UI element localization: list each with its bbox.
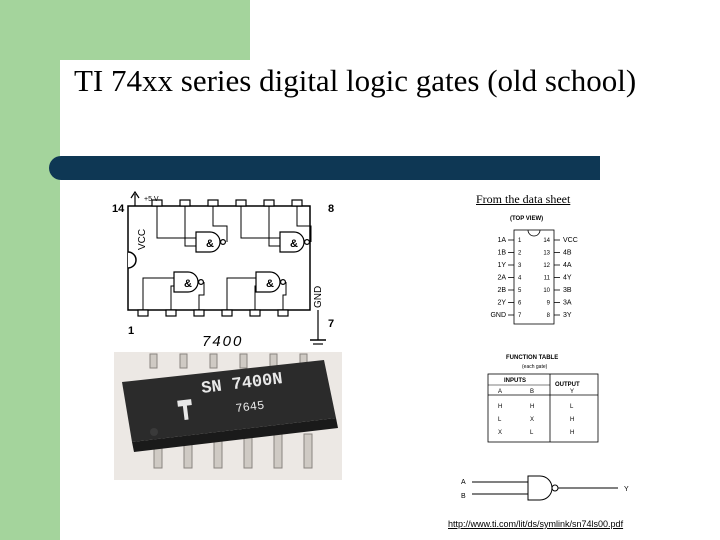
pin-14-label: 14 [112, 203, 125, 215]
left-accent-band [0, 0, 60, 540]
title-rule-bar [49, 156, 600, 180]
pinout-left-name: 2A [497, 274, 506, 282]
function-table-title: FUNCTION TABLE [506, 355, 559, 361]
pinout-right-pin: 8 [546, 313, 550, 319]
table-cell: H [530, 404, 535, 410]
chip-marking: SN 7400N [200, 370, 284, 399]
pinout-right-pin: 14 [543, 238, 550, 244]
pin-1-label: 1 [128, 325, 135, 337]
table-cell: L [530, 430, 534, 436]
pinout-left-pin: 5 [518, 288, 522, 294]
function-table [484, 350, 604, 450]
schematic-7400 [110, 190, 350, 355]
gate-symbol-3: & [184, 278, 192, 290]
pinout-left-pin: 6 [518, 300, 522, 307]
table-cell: L [570, 404, 574, 410]
gnd-label: GND [313, 285, 324, 308]
table-cell: L [498, 417, 502, 423]
table-cell: H [570, 417, 575, 423]
pinout-right-name: 3B [563, 287, 572, 294]
pinout-right-pin: 13 [543, 250, 550, 257]
gate-symbol-4: & [266, 278, 274, 290]
pinout-right-pin: 10 [543, 288, 550, 294]
pinout-left-name: 1B [497, 249, 506, 257]
gate-symbol-1: & [206, 238, 214, 250]
table-column-header: Y [570, 389, 575, 395]
supply-voltage-label: +5 V [144, 196, 159, 203]
vcc-label: VCC [137, 228, 148, 250]
table-column-header: B [530, 389, 535, 395]
function-table-subtitle: (each gate) [522, 364, 548, 370]
pinout-right-pin: 9 [546, 300, 550, 307]
pinout-left-name: 2Y [497, 299, 506, 307]
pinout-left-pin: 7 [518, 313, 522, 319]
pinout-right-name: 3A [563, 299, 572, 307]
pinout-right-name: 4A [563, 262, 572, 269]
pinout-right-name: 4B [563, 249, 572, 257]
table-cell: X [498, 430, 503, 436]
pinout-view-label: (TOP VIEW) [510, 216, 544, 222]
pinout-left-pin: 1 [518, 238, 522, 244]
pinout-left-pin: 2 [518, 250, 522, 257]
pinout-right-name: 4Y [563, 274, 572, 282]
table-cell: H [498, 404, 503, 410]
pinout-left-name: 1Y [497, 262, 506, 269]
pinout-left-pin: 3 [518, 263, 522, 269]
datasheet-link[interactable]: http://www.ti.com/lit/ds/symlink/sn74ls00.pdf [448, 519, 624, 529]
pinout-diagram [484, 210, 604, 330]
pin-7-label: 7 [328, 318, 335, 330]
pinout-left-name: 2B [497, 287, 506, 294]
pinout-left-name: GND [490, 312, 506, 319]
pinout-right-name: VCC [563, 237, 578, 244]
inputs-header: INPUTS [504, 378, 527, 384]
part-number-label: 7400 [202, 333, 244, 350]
gate-input-a-label: A [461, 479, 466, 486]
pin-8-label: 8 [328, 203, 335, 215]
pinout-right-pin: 12 [543, 263, 550, 269]
gate-symbol-2: & [290, 238, 298, 250]
table-column-header: A [498, 389, 503, 395]
chip-date-code: 7645 [234, 398, 266, 416]
pinout-right-pin: 11 [543, 275, 550, 282]
chip-photo [114, 352, 342, 480]
pinout-left-pin: 4 [518, 275, 522, 282]
datasheet-caption: From the data sheet [476, 192, 571, 206]
gate-output-y-label: Y [624, 486, 629, 493]
chip-outline [128, 206, 310, 310]
slide-title: TI 74xx series digital logic gates (old school) [74, 63, 637, 98]
nand-gate-symbol [458, 470, 638, 506]
output-header: OUTPUT [555, 382, 580, 388]
pinout-left-name: 1A [497, 237, 506, 244]
table-cell: X [530, 417, 535, 423]
gate-input-b-label: B [461, 493, 466, 500]
pinout-right-name: 3Y [563, 312, 572, 319]
table-cell: H [570, 430, 575, 436]
top-accent-band [60, 0, 250, 60]
